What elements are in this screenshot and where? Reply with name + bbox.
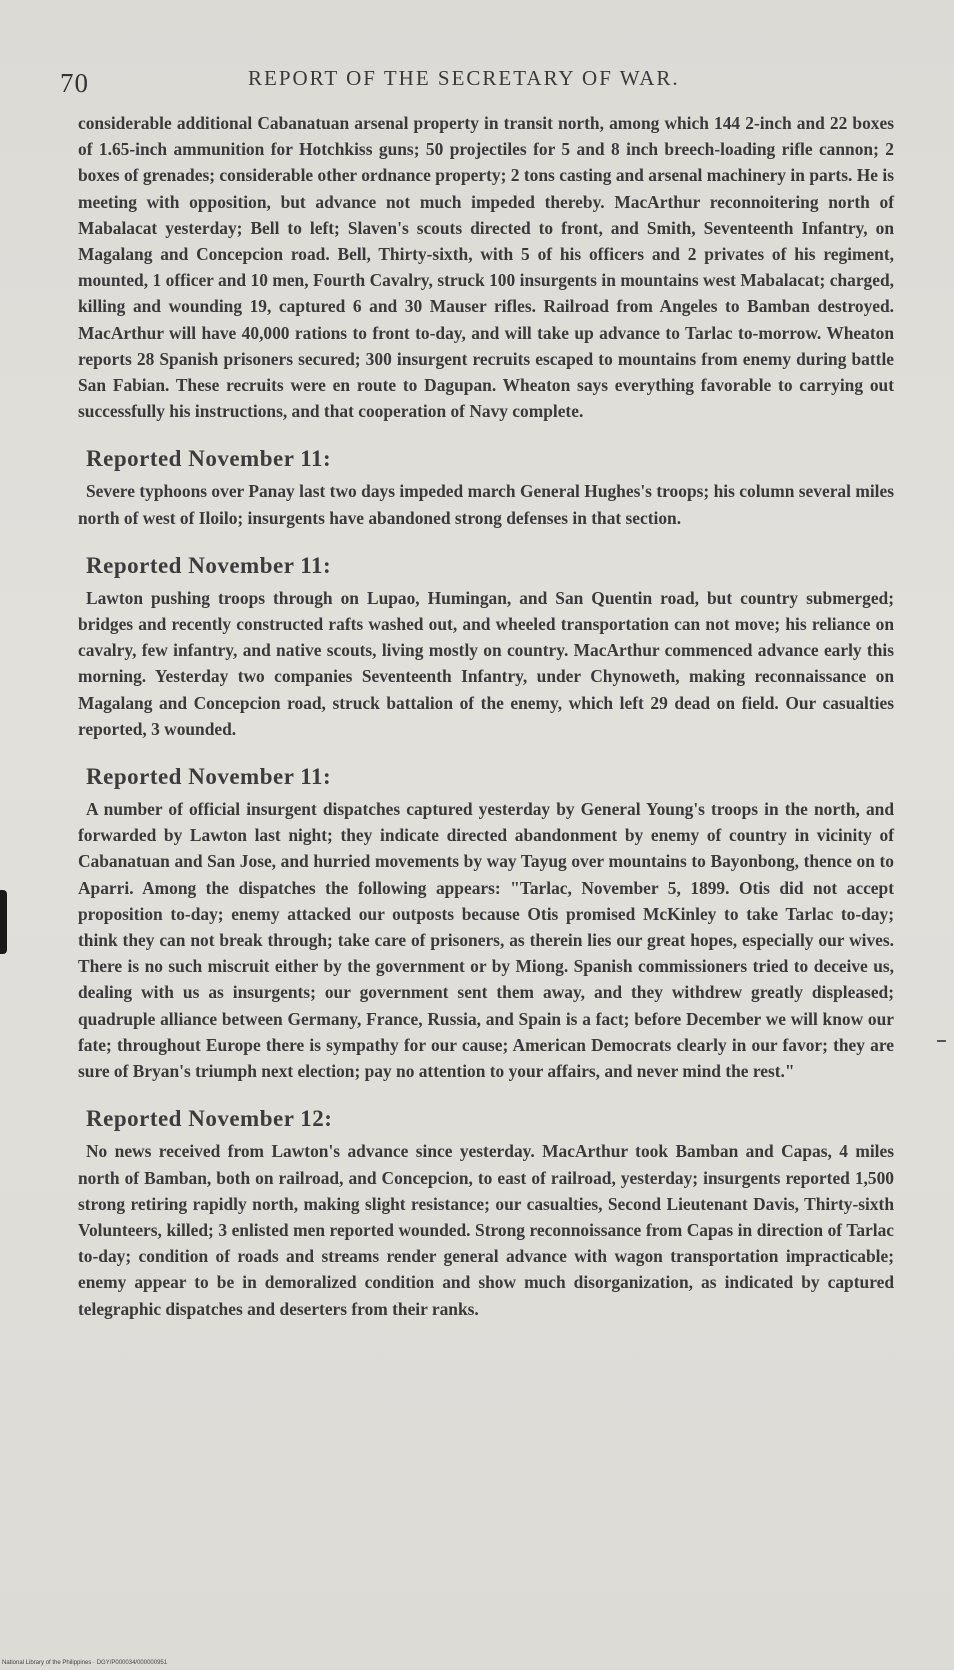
section-heading: Reported November 12: xyxy=(86,1106,333,1132)
page-header xyxy=(60,66,894,106)
section-heading: Reported November 11: xyxy=(86,446,332,472)
report-section xyxy=(78,553,894,742)
section-text: No news received from Lawton's advance since yesterday. MacArthur took Bamban and Capas, 4 miles north of Bamban, both on railroad, and Concepcion, to east of railroad, yesterday; insurgents reported 1,500 strong retiring rapidly north, making slight resistance; our casualties, Second Lieutenant Davis, Thirty-sixth Volunteers, killed; 3 enlisted men reported wounded. Strong reconnoissance from Capas in direction of Tarlac to-day; condition of roads and streams render general advance with wagon transportation impracticable; enemy appear to be in demoralized condition and show much disorganization, as indicated by captured telegraphic dispatches and deserters from their ranks. xyxy=(78,1141,894,1319)
section-heading: Reported November 11: xyxy=(86,764,332,790)
report-section xyxy=(78,764,894,1084)
report-section xyxy=(78,446,894,530)
section-text: A number of official insurgent dispatches captured yesterday by General Young's troops in the north, and forwarded by Lawton last night; they indicate directed abandonment by enemy of country in vicinity of Cabanatuan and San Jose, and hurried movements by way Tayug over mountains to Bayonbong, thence on to Aparri. Among the dispatches the following appears: "Tarlac, November 5, 1899. Otis did not accept proposition to-day; enemy attacked our outposts because Otis promised McKinley to take Tarlac to-day; think they can not break through; take care of prisoners, as therein lies our great hopes, especially our wives. There is no such miscruit either by the government or by Miong. Spanish commissioners tried to deceive us, dealing with us as insurgents; our government sent them away, and they withdrew greatly displeased; quadruple alliance between Germany, France, Russia, and Spain is a fact; before December we will know our fate; throughout Europe there is sympathy for our cause; American Democrats clearly in our favor; they are sure of Bryan's triumph next election; pay no attention to your affairs, and never mind the rest." xyxy=(78,799,894,1082)
page-number: 70 xyxy=(60,68,89,98)
intro-paragraph: considerable additional Cabanatuan arsenal property in transit north, among which 144 2-inch and 22 boxes of 1.65-inch ammunition for Hotchkiss guns; 50 projectiles for 5 and 8 inch breech-loading rifle cannon; 2 boxes of grenades; considerable other ordnance property; 2 tons casting and arsenal machinery in parts. He is meeting with opposition, but advance not much impeded thereby. MacArthur reconnoitering north of Mabalacat yesterday; Bell to left; Slaven's scouts directed to front, and Smith, Seventeenth Infantry, on Magalang and Concepcion road. Bell, Thirty-sixth, with 5 of his officers and 2 privates of his regiment, mounted, 1 officer and 10 men, Fourth Cavalry, struck 100 insurgents in mountains west Mabalacat; charged, killing and wounding 19, captured 6 and 30 Mauser rifles. Railroad from Angeles to Bamban destroyed. MacArthur will have 40,000 rations to front to-day, and will take up advance to Tarlac to-morrow. Wheaton reports 28 Spanish prisoners secured; 300 insurgent recruits escaped to mountains from enemy during battle San Fabian. These recruits were en route to Dagupan. Wheaton says everything favorable to carrying out successfully his instructions, and that cooperation of Navy complete. xyxy=(78,113,894,422)
scan-credit: National Library of the Philippines · DGY/P000034/000000951 xyxy=(2,1660,168,1666)
margin-mark xyxy=(937,1040,946,1042)
report-section xyxy=(78,1106,894,1321)
section-text: Lawton pushing troops through on Lupao, Humingan, and San Quentin road, but country submerged; bridges and recently constructed rafts washed out, and wheeled transportation can not move; his reliance on cavalry, few infantry, and native scouts, living mostly on country. MacArthur commenced advance early this morning. Yesterday two companies Seventeenth Infantry, under Chynoweth, making reconnaissance on Magalang and Concepcion road, struck battalion of the enemy, which left 29 dead on field. Our casualties reported, 3 wounded. xyxy=(78,587,894,739)
running-head: REPORT OF THE SECRETARY OF WAR. xyxy=(248,66,680,90)
section-heading: Reported November 11: xyxy=(86,552,332,578)
section-text: Severe typhoons over Panay last two days impeded march General Hughes's troops; his column several miles north of west of Iloilo; insurgents have abandoned strong defenses in that section. xyxy=(78,481,894,528)
page-edge-mark xyxy=(0,890,7,954)
